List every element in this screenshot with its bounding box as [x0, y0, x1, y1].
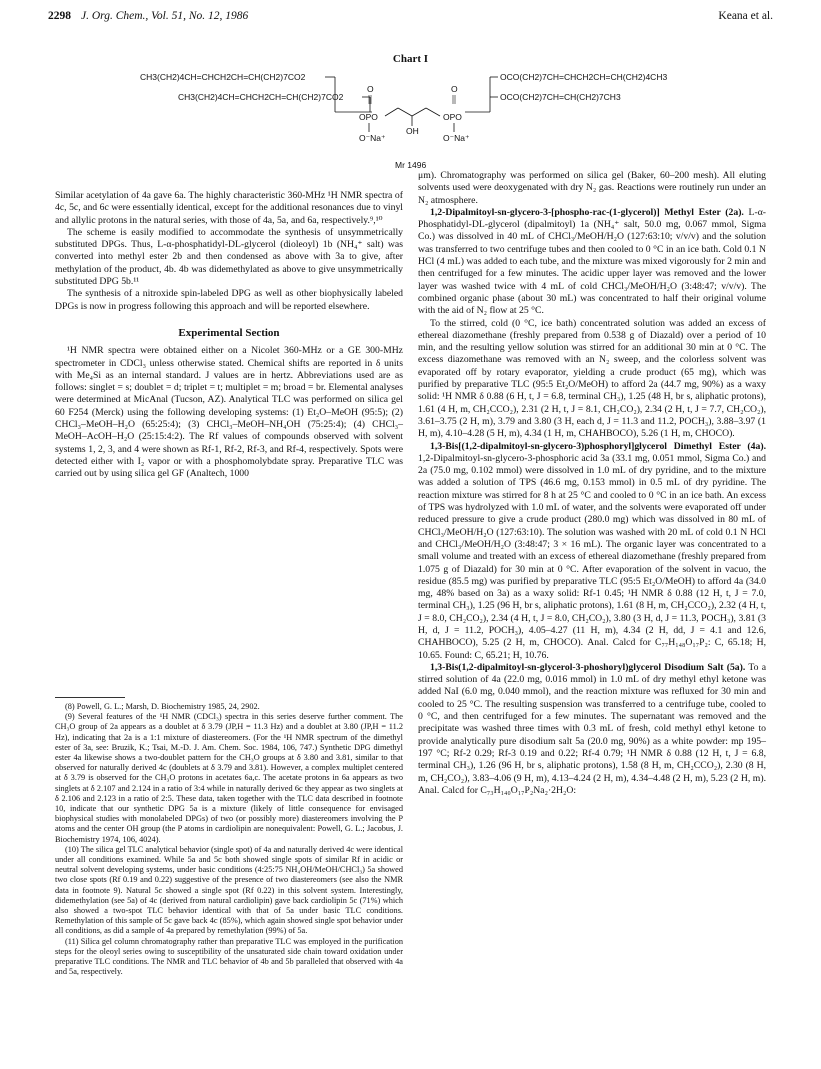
right-column — [418, 170, 766, 797]
footnote: (8) Powell, G. L.; Marsh, D. Biochemistry 1985, 24, 2902. — [65, 702, 260, 711]
page-number: 2298 — [48, 10, 71, 22]
footnote: (11) Silica gel column chromatography rather than preparative TLC was employed in the purification steps for the oleoyl series owing to susceptibility of the unsaturated side chain toward oxidation under preparative TLC conditions. The NMR and TLC behavior of 4b and 5b paralleled that observed with 4a and 5a, respectively. — [55, 936, 403, 977]
paragraph-text: 1,2-Dipalmitoyl-sn-glycero-3-phosphoric acid 3a (33.1 mg, 0.051 mmol, Sigma Co.) and 2a (75.0 mg, 0.102 mmol) were dissolved in 1.0 mL of dry pyridine, and to the mixture was added a solution of TPS (46.6 mg, 0.153 mmol) in 0.5 mL of dry pyridine. The reaction mixture was stirred for 8 h at 25 °C and cooled to 0 °C in an ice bath. An excess of TPS was hydrolyzed with 1.0 mL of water, and the solvents were evaporated off under reduced pressure to give a crude product (280.0 mg) which was dissolved in 80 mL of CHCl₃/MeOH/H₂O (127:63:10). The solution was washed with 20 mL of cold 0.1 N HCl and CHCl₃/MeOH/H₂O (3:48:47; 3 × 16 mL). The organic layer was concentrated to a small volume and treated with an excess of ethereal diazomethane (freshly prepared from 1.075 g of Diazald) for 30 min at 0 °C. After evaporation of the solvent in vacuo, the residue (85.5 mg) was purified by preparative TLC (95:5 Et₂O/MeOH) to afford 4a (34.0 mg, 48% based on 3a) as a waxy solid: Rf-1 0.45; ¹H NMR δ 0.88 (12 H, t, J = 7.0, terminal CH₃), 1.25 (96 H, br s, aliphatic protons), 1.61 (8 H, m, CH₂CCO₂), 2.32 (4 H, t, J = 8.0, CH₂CO₂), 2.34 (4 H, t, J = 8.0, CH₂CO₂), 3.80 (3 H, d, J = 11.3, POCH₃), 3.81 (3 H, d, J = 11.2, POCH₃), 4.05–4.27 (11 H, m), 4.34 (2 H, dd, J = 4.1 and 12.6, CHAHBOCO), 5.25 (2 H, m, CHOCO). Anal. Calcd for C₇₇H₁₄₈O₁₇P₂: C, 65.18; H, 10.65. Found: C, 65.21; H, 10.76. — [418, 452, 766, 661]
chain-left-2: CH3(CH2)4CH=CHCH2CH=CH(CH2)7CO2 — [178, 92, 344, 102]
compound-heading: 1,2-Dipalmitoyl-sn-glycero-3-[phospho-rac-(1-glycerol)] Methyl Ester (2a). — [430, 206, 744, 218]
na-left: O⁻Na⁺ — [359, 133, 386, 143]
chain-right-1: OCO(CH2)7CH=CHCH2CH=CH(CH2)4CH3 — [500, 72, 668, 82]
section-title: Experimental Section — [178, 326, 280, 339]
na-right: O⁻Na⁺ — [443, 133, 470, 143]
o-left: O — [367, 84, 374, 94]
footnote: (9) Several features of the ¹H NMR (CDCl₃) spectra in this series deserve further comment. The CH₃O group of 2a appears as a doublet at δ 3.79 (JP,H = 11.3 Hz) and a doublet at 3.80 (JP,H = 11.2 Hz), indicating that 2a is a 1:1 mixture of diastereomers. (For the ¹H NMR spectrum of the dimethyl ester of 3a, see: Bruzik, K.; Tsai, M.-D. J. Am. Chem. Soc. 1984, 106, 747.) Synthetic DPG dimethyl ester 4a likewise shows a two-doublet pattern for the CH₃O groups at δ 3.80 and 3.81, similar to that observed for naturally derived 4c (doublets at δ 3.79 and 3.81). However, a complex multiplet centered at δ 3.79 is observed for the CH₃O protons in acetates 6a,c. The acetate protons in 6a appears as two singlets at δ 2.107 and 2.124 in a ratio of 3:4 while in naturally derived 6c they appear as two singlets at δ 2.106 and 2.123 in a ratio of 2:5. These data, taken together with the TLC data described in footnote 10, indicate that our synthetic DPG 5a is a mixture (likely of little consequence for envisaged biophysical studies with monolabeled DPGs) of two (or possibly more) diastereomers involving the P atoms and the center OH group (the P atoms in cardiolipin are nonequivalent: Powell, G. L.; Jacobus, J. Biochemistry 1974, 106, 4024). — [55, 712, 403, 844]
molecular-weight: Mr 1496 — [395, 160, 427, 170]
paragraph-text: To a stirred solution of 4a (22.0 mg, 0.016 mmol) in 1.0 mL of dry methyl ethyl ketone was added NaI (6.0 mg, 0.040 mmol), and the reaction mixture was refluxed for 30 min and cooled to 25 °C. The resulting suspension was transferred to a centrifuge tube, cooled to 0 °C, and then centrifuged for a few minutes. The supernatant was removed and the precipitate was washed three times with 0.3 mL of fresh, cold methyl ethyl ketone to provide analytically pure disodium salt 5a (20.0 mg, 90%) as a white powder: mp 195–197 °C; Rf-2 0.29; Rf-3 0.19 and 0.22; Rf-4 0.79; ¹H NMR δ 0.88 (12 H, t, J = 6.8, terminal CH₃), 1.26 (96 H, br s, aliphatic protons), 1.58 (8 H, m, CH₂CCO₂), 2.30 (8 H, m, CH₂CO₂), 3.83–4.06 (9 H, m), 4.13–4.24 (2 H, m), 4.34–4.48 (2 H, m), 5.23 (2 H, m). Anal. Calcd for C₇₃H₁₄₀O₁₇P₂Na₂·2H₂O: — [418, 661, 766, 796]
journal-citation: J. Org. Chem., Vol. 51, No. 12, 1986 — [81, 10, 249, 22]
chart-title: Chart I — [392, 53, 429, 65]
paragraph: Similar acetylation of 4a gave 6a. The highly characteristic 360-MHz ¹H NMR spectra of 4c, 5c, and 6c were essentially identical, except for the additional resonances due to vinyl and allylic protons in the natural series, with those of 4a, 5a, and 6a, respectively.⁹,¹⁰ — [55, 190, 403, 226]
chain-left-1: CH3(CH2)4CH=CHCH2CH=CH(CH2)7CO2 — [140, 72, 306, 82]
compound-heading: 1,3-Bis(1,2-dipalmitoyl-sn-glycerol-3-phoshoryl)glycerol Disodium Salt (5a). — [430, 661, 746, 673]
paragraph — [418, 441, 766, 662]
paragraph: μm). Chromatography was performed on silica gel (Baker, 60–200 mesh). All eluting solvents used were deoxygenated with dry N₂ gas. Reactions were routinely run under an N₂ atmosphere. — [418, 170, 766, 206]
paragraph-text: L-α-Phosphatidyl-DL-glycerol (dipalmitoyl) 1a (NH₄⁺ salt, 50.0 mg, 0.067 mmol, Sigma Co.) was dissolved in 40 mL of CHCl₃/MeOH/H₂O (127:63:10; v/v/v) and the solution was transferred to two centrifuge tubes and then cooled to 0 °C in an ice bath. Cold 0.1 N HCl (4 mL) was added to each tube, and the mixture was mixed vigorously for 2 min and then centrifuged for a few minutes. The acidic upper layer was removed and the lower layer was washed twice with 4 mL of cold CHCl₃/MeOH/H₂O (3:48:47; v/v/v). The combined organic phase (about 30 mL) was concentrated to half their original volume with the aid of N₂ flow at 25 °C. — [418, 206, 766, 317]
chain-right-2: OCO(CH2)7CH=CH(CH2)7CH3 — [500, 92, 621, 102]
paragraph: The scheme is easily modified to accommodate the synthesis of unsymmetrically substituted DPGs. Thus, L-α-phosphatidyl-DL-glycerol (dioleoyl) 1b (NH₄⁺ salt) was converted into methyl ester 2b and then condensed as above with 3a to give, after methylation of the product, 4b. 4b was didemethylated as above to give unsymmetrically substituted DPG 5b.¹¹ — [55, 226, 403, 288]
o-right: O — [451, 84, 458, 94]
header-authors: Keana et al. — [718, 10, 773, 22]
footnotes — [55, 697, 403, 977]
compound-heading: 1,3-Bis[(1,2-dipalmitoyl-sn-glycero-3)phosphoryl]glycerol Dimethyl Ester (4a). — [430, 440, 766, 452]
paragraph: To the stirred, cold (0 °C, ice bath) concentrated solution was added an excess of ethereal diazomethane (freshly prepared from 0.538 g of Diazald) over a period of 10 min, and the resulting yellow solution was stirred for an additional 30 min at 0 °C. The excess diazomethane was removed with an N₂ sweep, and the colorless solvent was evaporated off by rotary evaporator, yielding a crude product (65 mg), which was purified by preparative TLC (95:5 Et₂O/MeOH) to afford 2a (44.7 mg, 90%) as a waxy solid: ¹H NMR δ 0.88 (6 H, t, J = 6.8, terminal CH₃), 1.25 (48 H, br s, aliphatic protons), 1.61 (4 H, m, CH₂CCO₂), 2.31 (2 H, t, J = 8.1, CH₂CO₂), 2.34 (2 H, t, J = 7.7, CH₂CO₂), 3.61–3.75 (2 H, m), 3.79 and 3.80 (3 H, each d, J = 11.3 and 11.2, POCH₃), 3.88–3.97 (1 H, m), 4.10–4.28 (5 H, m), 4.34 (1 H, m, CHAHBOCO), 5.26 (1 H, m, CHOCO). — [418, 317, 766, 440]
header-left — [48, 10, 248, 22]
left-column — [55, 190, 403, 481]
opo-right: OPO — [443, 112, 462, 122]
page-header — [48, 10, 773, 30]
opo-left: OPO — [359, 112, 378, 122]
footnote: (10) The silica gel TLC analytical behavior (single spot) of 4a and naturally derived 4c were identical under all conditions examined. While 5a and 5c both showed single spots of similar Rf in acidic or neutral solvent developing systems, under basic conditions (4:25:75 NH₄OH/MeOH/CHCl₃) 5a showed two close spots (Rf 0.19 and 0.22) suggestive of the presence of two diastereomers (see also the NMR data in footnote 9). Natural 5c showed a single spot (Rf 0.22) in this solvent system. Interestingly, didemethylation (see 5a) of 4c (derived from natural cardiolipin) gave back cardiolipin 5c (71%) which also showed a two-spot TLC behavior identical with that of 5a under basic TLC conditions. Remethylation of this sample of 5c gave back 4c (85%), which again showed single spot behavior under all conditions, as did a sample of 4a prepared by remethylation (99%) of 5a. — [55, 844, 403, 936]
paragraph: ¹H NMR spectra were obtained either on a Nicolet 360-MHz or a GE 300-MHz spectrometer in CDCl₃ unless otherwise stated. Chemical shifts are reported in δ units with Me₄Si as an internal standard. J values are in hertz. Abbreviations used are as follows: singlet = s; doublet = d; triplet = t; multiplet = m; broad = br. Elemental analyses were determined at MicAnal (Tucson, AZ). Analytical TLC was performed on silica gel 60 F254 (Merck) using the following developing systems: (1) Et₂O–MeOH (95:5); (2) CHCl₃–MeOH–H₂O (65:25:4); (3) CHCl₃–MeOH–NH₄OH (75:25:4); (4) CHCl₃–MeOH–AcOH–H₂O (25:15:4:2). The Rf values of compounds observed with solvent systems 1, 2, 3, and 4 were shown as Rf-1, Rf-2, Rf-3, and Rf-4, respectively. Spots were detected either with I₂ vapor or with a phosphomolybdate spray. Preparative TLC was carried out by using silica gel GF (Analtech, 1000 — [55, 345, 403, 480]
footnote-rule — [55, 697, 125, 698]
paragraph — [418, 662, 766, 797]
paragraph — [418, 207, 766, 318]
paragraph: The synthesis of a nitroxide spin-labeled DPG as well as other biophysically labeled DPGs is now in progress following this approach and will be reported elsewhere. — [55, 288, 403, 312]
oh-group: OH — [406, 126, 419, 136]
chemical-scheme — [140, 68, 700, 178]
